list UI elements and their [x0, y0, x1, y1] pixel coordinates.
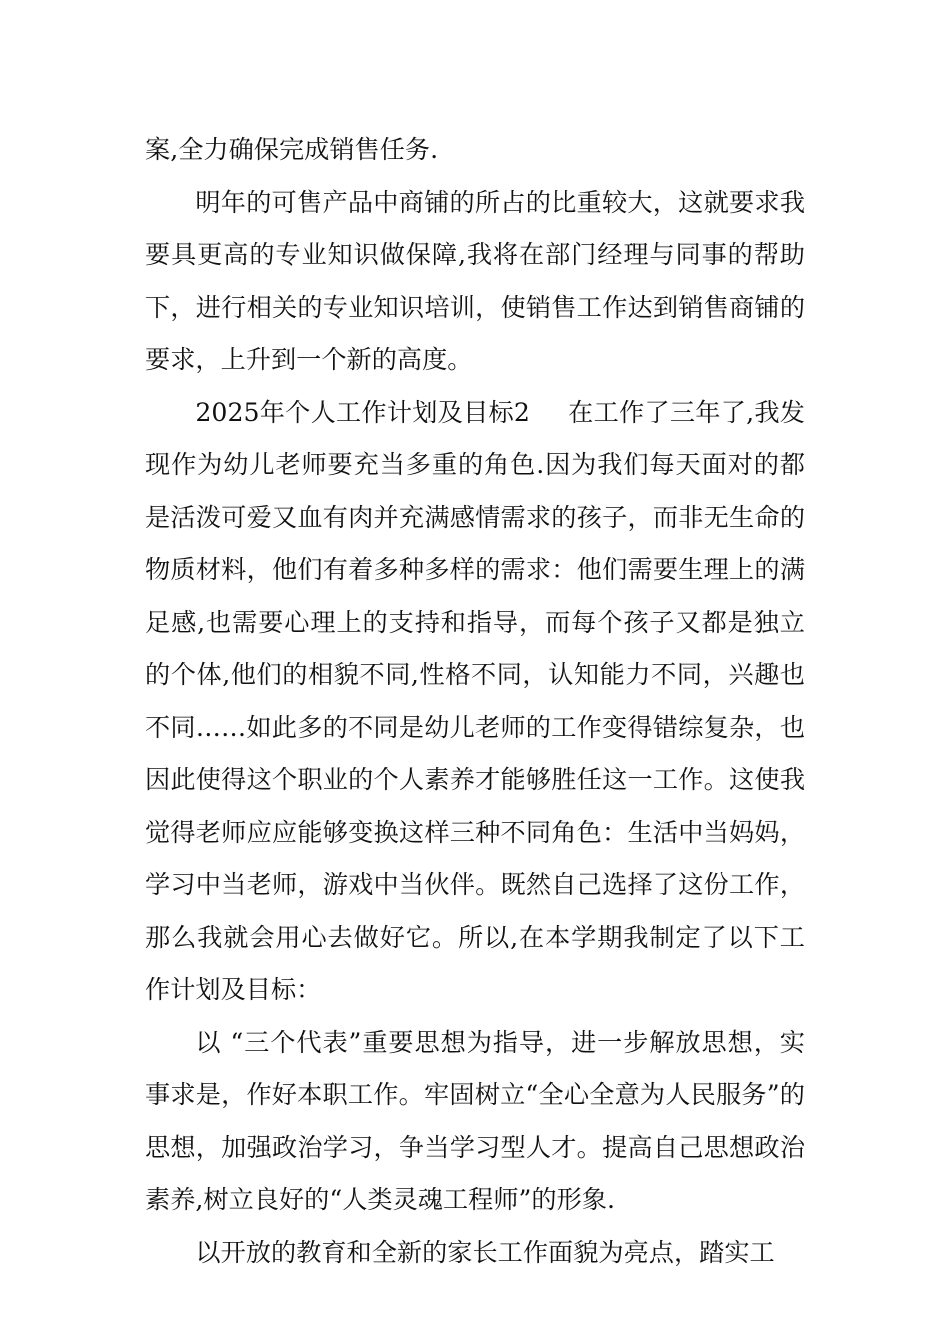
document-body — [145, 124, 805, 1279]
section-heading: 2025年个人工作计划及目标2 — [195, 397, 530, 427]
section-body: 在工作了三年了,我发现作为幼儿老师要充当多重的角色.因为我们每天面对的都是活泼可爱又血有肉并充满感情需求的孩子，而非无生命的物质材料，他们有着多种多样的需求：他们需要生理上的满足感,也需要心理上的支持和指导，而每个孩子又都是独立的个体,他们的相貌不同,性格不同，认知能力不同，兴趣也不同……如此多的不同是幼儿老师的工作变得错综复杂，也因此使得这个职业的个人素养才能够胜任这一工作。这使我觉得老师应应能够变换这样三种不同角色：生活中当妈妈，学习中当老师，游戏中当伙伴。既然自己选择了这份工作，那么我就会用心去做好它。所以,在本学期我制定了以下工作计划及目标： — [145, 397, 805, 1004]
paragraph-continuation: 案,全力确保完成销售任务. — [145, 135, 439, 164]
paragraph-open-education: 以开放的教育和全新的家长工作面貌为亮点，踏实工 — [195, 1237, 775, 1267]
paragraph-guiding-thought: 以 “三个代表”重要思想为指导，进一步解放思想，实事求是，作好本职工作。牢固树立“全心全意为人民服务”的思想，加强政治学习，争当学习型人才。提高自己思想政治素养,树立良好的“人类灵魂工程师”的形象. — [145, 1027, 805, 1214]
paragraph-work-plan — [145, 387, 805, 1017]
paragraph-shop-products: 明年的可售产品中商铺的所占的比重较大，这就要求我要具更高的专业知识做保障,我将在部门经理与同事的帮助下，进行相关的专业知识培训，使销售工作达到销售商铺的要求，上升到一个新的高度。 — [145, 187, 805, 374]
